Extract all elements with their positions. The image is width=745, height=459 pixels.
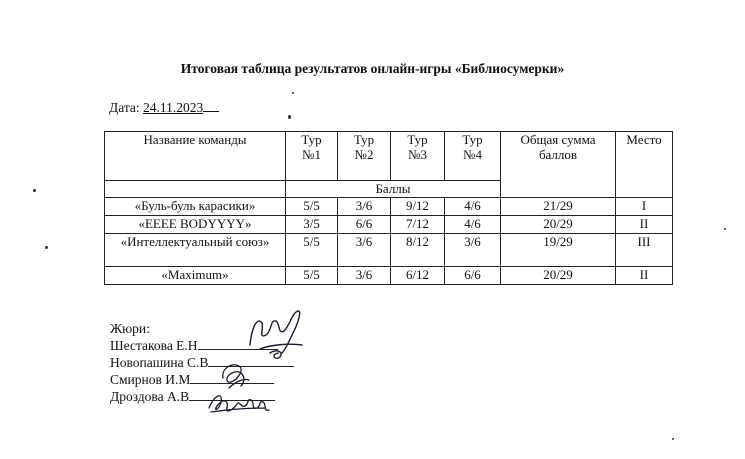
- tour-2-score: 3/6: [338, 267, 391, 285]
- jury-member-name: Дроздова А.В: [110, 389, 190, 404]
- tour-1-label: Тур: [301, 132, 322, 147]
- total-score: 21/29: [501, 198, 616, 216]
- signature-shestakova: [240, 305, 320, 365]
- table-row: [105, 198, 673, 216]
- team-name: «Maximum»: [105, 267, 286, 285]
- table-row: [105, 216, 673, 234]
- tour-3-score: 7/12: [391, 216, 445, 234]
- place: II: [616, 216, 673, 234]
- total-score: 20/29: [501, 216, 616, 234]
- document-title: Итоговая таблица результатов онлайн-игры «Библиосумерки»: [180, 61, 565, 76]
- table-header-row: [105, 132, 673, 181]
- place: II: [616, 267, 673, 285]
- jury-member-name: Шестакова Е.Н: [110, 338, 198, 353]
- tour-1-score: 5/5: [286, 234, 338, 267]
- scan-speck: [33, 189, 36, 192]
- tour-4-score: 4/6: [445, 216, 501, 234]
- team-name: «EEEE BODYYYY»: [105, 216, 286, 234]
- header-team-name: Название команды: [105, 132, 286, 181]
- results-table: [104, 131, 673, 285]
- date-value: 24.11.2023: [143, 100, 204, 115]
- header-points: Баллы: [286, 181, 501, 198]
- tour-1-number: №1: [302, 147, 321, 162]
- header-place: Место: [616, 132, 673, 198]
- team-name: «Интеллектуальный союз»: [105, 234, 286, 267]
- header-tour-3: [391, 132, 445, 181]
- header-total-sum: Общая сумма баллов: [501, 132, 616, 198]
- header-tour-2: [338, 132, 391, 181]
- table-row: [105, 267, 673, 285]
- tour-4-score: 6/6: [445, 267, 501, 285]
- date-underline: [203, 110, 219, 112]
- tour-4-label: Тур: [462, 132, 483, 147]
- subheader-empty-cell: [105, 181, 286, 198]
- tour-3-score: 9/12: [391, 198, 445, 216]
- table-row: [105, 234, 673, 267]
- tour-1-score: 5/5: [286, 267, 338, 285]
- tour-3-score: 6/12: [391, 267, 445, 285]
- total-score: 20/29: [501, 267, 616, 285]
- tour-3-number: №3: [408, 147, 427, 162]
- tour-2-score: 6/6: [338, 216, 391, 234]
- team-name: «Буль-буль карасики»: [105, 198, 286, 216]
- tour-1-score: 3/5: [286, 216, 338, 234]
- scan-speck: [724, 228, 726, 230]
- date-label: Дата:: [109, 100, 140, 115]
- scan-speck: [672, 438, 674, 440]
- header-tour-4: [445, 132, 501, 181]
- header-tour-1: [286, 132, 338, 181]
- place: I: [616, 198, 673, 216]
- jury-label: Жюри:: [110, 321, 150, 336]
- tour-4-score: 4/6: [445, 198, 501, 216]
- scan-speck: [288, 115, 291, 119]
- tour-3-score: 8/12: [391, 234, 445, 267]
- tour-2-number: №2: [354, 147, 374, 162]
- tour-4-score: 3/6: [445, 234, 501, 267]
- tour-3-label: Тур: [407, 132, 428, 147]
- signature-drozdova: [205, 386, 275, 420]
- scan-speck: [292, 92, 294, 94]
- tour-2-score: 3/6: [338, 234, 391, 267]
- tour-2-score: 3/6: [338, 198, 391, 216]
- jury-member-name: Новопашина С.В: [110, 355, 209, 370]
- tour-2-label: Тур: [353, 132, 375, 147]
- scan-speck: [45, 246, 48, 249]
- tour-1-score: 5/5: [286, 198, 338, 216]
- date-line: [109, 100, 219, 116]
- tour-4-number: №4: [463, 147, 482, 162]
- total-score: 19/29: [501, 234, 616, 267]
- jury-member-name: Смирнов И.М: [110, 372, 191, 387]
- place: III: [616, 234, 673, 267]
